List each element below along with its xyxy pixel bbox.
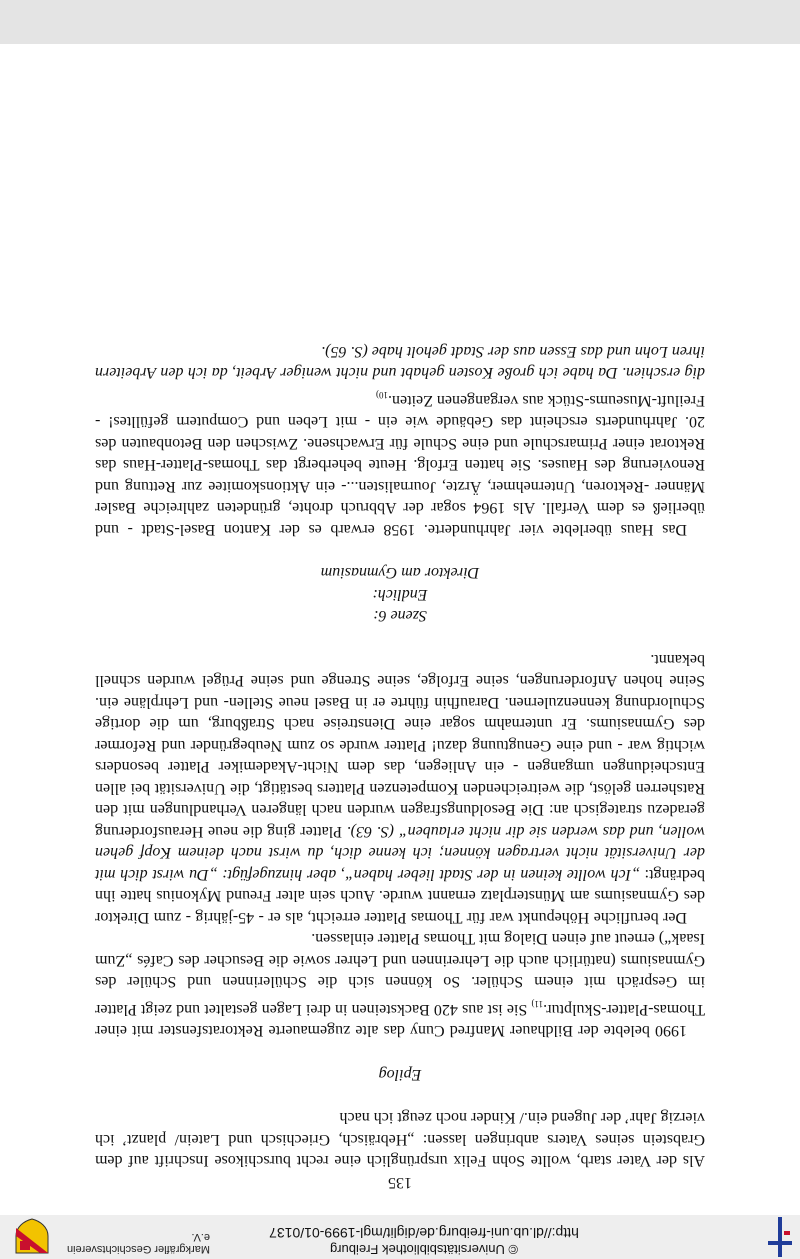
epilog-paragraph (95, 1107, 705, 1172)
viewer-footer-bar (0, 0, 800, 44)
epilog-title: Epilog (378, 1066, 422, 1083)
mykonius-quote: „Ich wollte keinen in der Stadt lieber haben“, aber hinzugefügt: „Du wirst dich mit der Universität nicht vertragen können; ich kenne dich, du wirst nach deinem Kopf gehen wollen, und das werden sie dir nicht erlauben“ (S. 63). (95, 822, 705, 883)
cuny-paragraph (95, 928, 705, 1042)
house-text: Das Haus überlebte vier Jahrhunderte. 1958 erwarb es der Kanton Basel-Stadt - und überließ es dem Verfall. Als 1964 sogar der Abbruch drohte, gründeten zahlreiche Basler Männer -Rektoren, Unternehmer, Ärzte, Journalisten...- ein Aktionskomitee zur Rettung und Renovierung des Hauses. Sie hatten Erfolg. Heute beherbergt das Thomas-Platter-Haus das Rektorat einer Primarschule und eine Schule für Erwachsene. Zwischen den Betonbauten des 20. Jahrhunderts erscheint das Gebäude wie ein - mit Leben und Computern gefülltes! -Freiluft-Museums-Stück aus vergangenen Zeiten. (95, 391, 705, 538)
imprint-text: Markgräfler Geschichtsverein e.V. (66, 1231, 210, 1255)
library-bar-icon (768, 1217, 792, 1257)
director-text-a: Der berufliche Höhepunkt war für Thomas Platter erreicht, als er - 45-jährig - zum Direktor des Gymnasiums am Münsterplatz ernannt wurde. Auch sein alter Freund Mykonius hatte ihn bedrängt: (95, 865, 705, 926)
footnote-10: 10) (376, 389, 389, 400)
scene-title: Direktor am Gymnasium (320, 564, 480, 582)
viewer-header-bar (0, 1215, 800, 1259)
house-paragraph (95, 383, 705, 540)
page-number: 135 (388, 1174, 412, 1191)
epilog-heading (95, 1064, 705, 1086)
epilog-text: Als der Vater starb, wollte Sohn Felix ursprünglich eine recht burschikose Inschrift auf dem Grabstein seines Vaters anbringen lassen: „Hebräisch, Griechisch und Latein/ planzt’ ich vierzig Jahr’ der Jugend ein./ Kinder noch zeugt ich nach (95, 1109, 705, 1170)
opening-quote: dig erschien. Da habe ich große Kosten gehabt und nicht weniger Arbeit, da ich den Arbeitern ihren Lohn und das Essen aus der Stadt geholt habe (S. 65). (95, 342, 705, 382)
director-paragraph (95, 648, 705, 928)
permalink-url[interactable]: http://dl.ub.uni-freiburg.de/diglit/mgl-1999-01/0137 (269, 1225, 579, 1241)
scene-heading (95, 562, 705, 627)
source-info (144, 1225, 704, 1257)
scene-subtitle: Endlich: (372, 585, 428, 603)
markgraefler-coat-of-arms-icon (12, 1218, 52, 1256)
cuny-text-b: Sie ist aus 420 Backsteinen in drei Lagen gestaltet und zeigt Platter im Gespräch mit einem Schüler. So können sich die Schülerinnen und Schüler des Gymnasiums (natürlich auch die Lehrerinnen und Lehrer sowie die Besucher des Cafés „Zum Isaak“) erneut auf einen Dialog mit Thomas Platter einlassen. (95, 930, 705, 1018)
scene-number: Szene 6: (373, 607, 427, 625)
cuny-text-a: 1990 belebte der Bildhauer Manfred Cuny das alte zugemauerte Rektoratsfenster mit einer Thomas-Platter-Skulptur. (95, 1001, 705, 1040)
page-text (95, 340, 705, 1193)
director-text-b: Platter ging die neue Herausforderung geradezu strategisch an: Die Besoldungsfragen wurden nach längeren Verhandlungen mit den Ratsherren gelöst, die weitreichenden Kompetenzen Platters bestätigt, die Universität bei allen Entscheidungen umgangen - ein Anliegen, das dem Nicht-Akademiker Platter besonders wichtig war - und eine Genugtuung dazu! Platter wurde so zum Neubegründer und Reformer des Gymnasiums. Er unternahm sogar eine Dienstreise nach Straßburg, um die dortige Schulordnung kennenzulernen. Daraufhin führte er in Basel neue Stellen- und Lehrpläne ein. Seine hohen Anforderungen, seine Erfolge, seine Strenge und seine Prügel wurden schnell bekannt. (94, 650, 705, 840)
footnote-11: 11) (531, 998, 544, 1009)
copyright-text: © Universitätsbibliothek Freiburg (329, 1242, 519, 1257)
